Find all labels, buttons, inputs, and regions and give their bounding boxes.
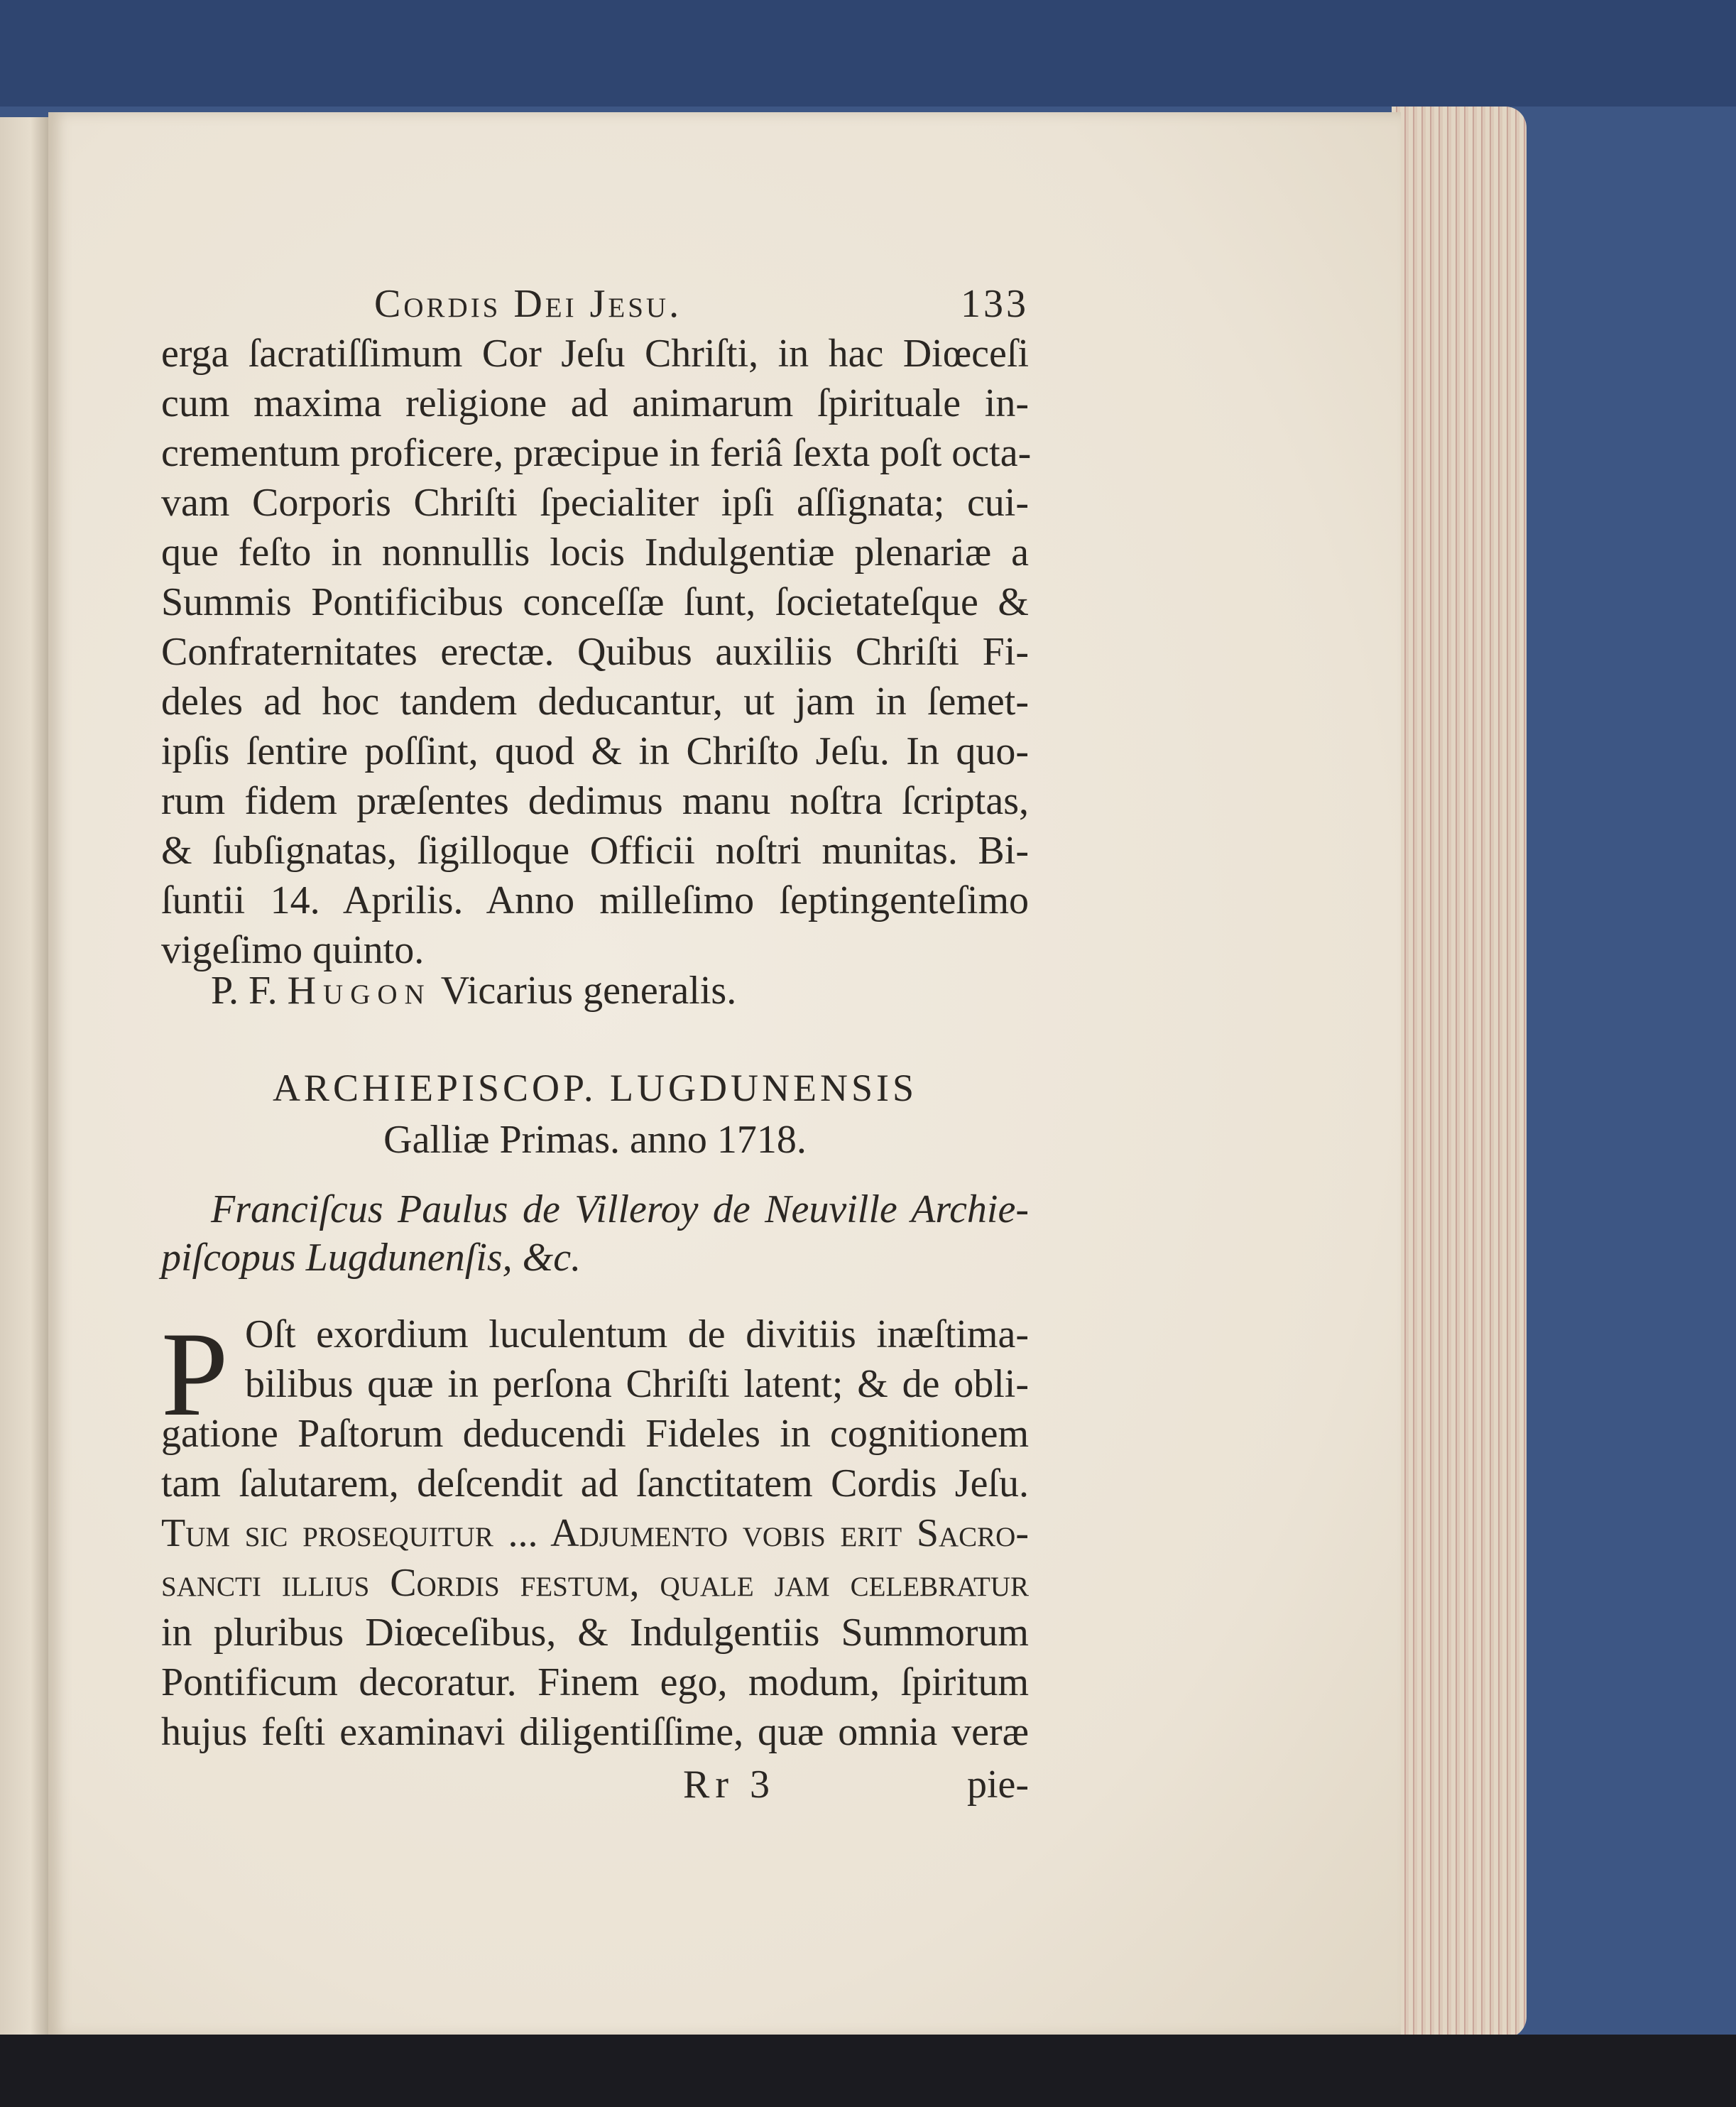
text-line: cum maxima religione ad animarum ſpirituale in- — [161, 381, 1029, 425]
catchword: pie- — [966, 1763, 1029, 1807]
text-line: in pluribus Diœceſibus, & Indulgentiis Summorum — [161, 1611, 1029, 1655]
text-line: & ſubſignatas, ſigilloque Officii noſtri munitas. Bi- — [161, 829, 1029, 873]
signature-mark: Rr 3 — [683, 1763, 775, 1807]
page-number: 133 — [961, 282, 1029, 326]
book-fore-edge — [1392, 107, 1527, 2038]
section-subheading: Galliæ Primas. anno 1718. — [383, 1118, 807, 1162]
text-line: gatione Paſtorum deducendi Fideles in cognitionem — [161, 1412, 1029, 1456]
signature-title: Vicarius generalis. — [440, 969, 737, 1013]
text-line: erga ſacratiſſimum Cor Jeſu Chriſti, in hac Diœceſi — [161, 332, 1029, 376]
text-line: rum fidem præſentes dedimus manu noſtra ſcriptas, — [161, 779, 1029, 823]
author-line-1: Franciſcus Paulus de Villeroy de Neuville Archie- — [211, 1187, 1029, 1231]
author-line-2: piſcopus Lugdunenſis, &c. — [161, 1236, 582, 1280]
running-head — [161, 279, 1029, 329]
scan-background-top — [0, 0, 1736, 107]
text-line: ipſis ſentire poſſint, quod & in Chriſto Jeſu. In quo- — [161, 729, 1029, 773]
text-line: Summis Pontificibus conceſſæ ſunt, ſocietateſque & — [161, 580, 1029, 624]
text-line: crementum proficere, præcipue in feriâ ſexta poſt octa- — [161, 431, 1032, 475]
text-line: Tum ſic proſequitur ... Adjumento vobis erit Sacro- — [161, 1511, 1029, 1555]
signature-initials: P. F. — [211, 969, 278, 1013]
text-line: vam Corporis Chriſti ſpecialiter ipſi aſſignata; cui- — [161, 481, 1029, 525]
text-line: hujus feſti examinavi diligentiſſime, quæ omnia veræ — [161, 1710, 1029, 1754]
text-line: tam ſalutarem, deſcendit ad ſanctitatem Cordis Jeſu. — [161, 1461, 1029, 1506]
text-line: sancti illius Cordis festum, quale jam celebratur — [161, 1561, 1029, 1605]
running-head-title: Cordis Dei Jesu. — [374, 282, 682, 326]
text-line: vigeſimo quinto. — [161, 928, 425, 972]
text-line: ſuntii 14. Aprilis. Anno milleſimo ſeptingenteſimo — [161, 878, 1029, 922]
text-line: Confraternitates erectæ. Quibus auxiliis Chriſti Fi- — [161, 630, 1029, 674]
text-line: que feſto in nonnullis locis Indulgentiæ plenariæ a — [161, 530, 1029, 575]
text-line: bilibus quæ in perſona Chriſti latent; & de obli- — [245, 1362, 1029, 1406]
text-line: Pontificum decoratur. Finem ego, modum, ſpiritum — [161, 1660, 1029, 1704]
left-page-edge — [0, 117, 51, 2035]
signature-name: Hugon — [287, 969, 432, 1013]
scan-background-bottom — [0, 2035, 1736, 2107]
section-heading: ARCHIEPISCOP. LUGDUNENSIS — [272, 1067, 918, 1109]
text-line: deles ad hoc tandem deducantur, ut jam in ſemet- — [161, 680, 1029, 724]
paragraph-2-line: Oſt exordium luculentum de divitiis inæſtima- — [245, 1312, 1029, 1356]
drop-cap: P — [161, 1307, 229, 1441]
